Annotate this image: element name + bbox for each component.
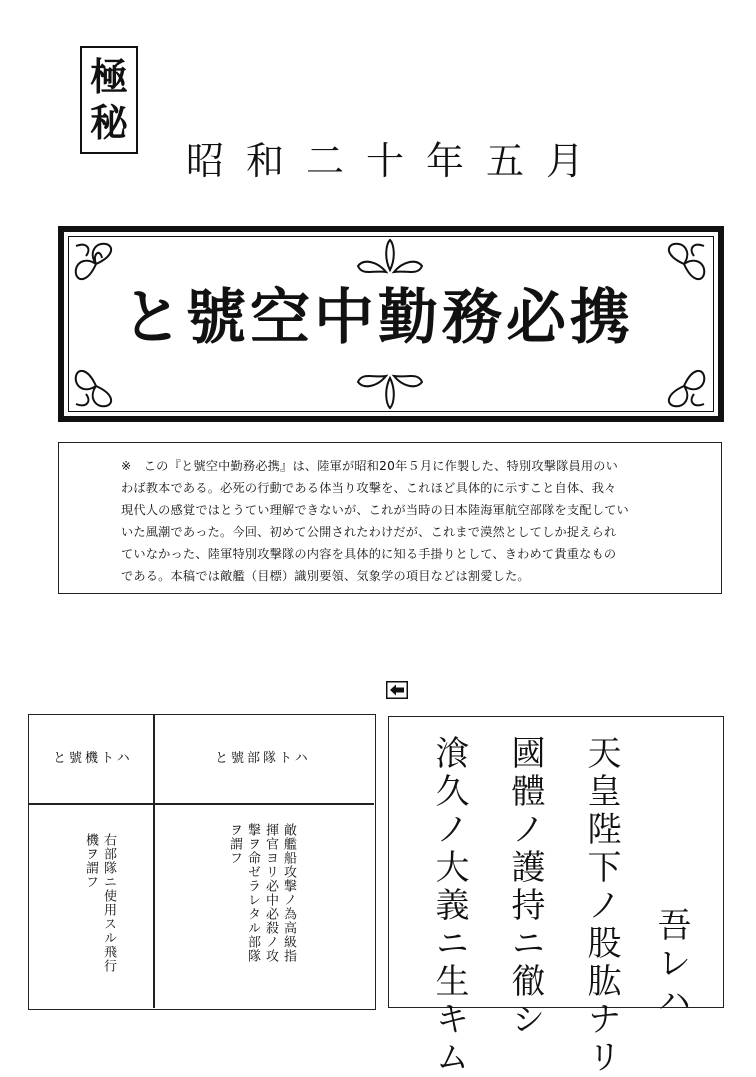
secret-stamp bbox=[80, 46, 138, 154]
stamp-char-1: 極 bbox=[89, 55, 128, 99]
col1-body-line: 機ヲ謂フ bbox=[83, 833, 98, 889]
table-divider-horizontal bbox=[29, 803, 374, 805]
left-arrow-icon bbox=[386, 681, 408, 699]
col1-header: と號機トハ bbox=[53, 751, 133, 766]
note-line: いた風潮であった。今回、初めて公開されたわけだが、これまで漠然としてしか捉えられ bbox=[121, 525, 617, 539]
ornament-bottom-center-icon bbox=[348, 366, 432, 412]
col2-body-line: ヲ謂フ bbox=[227, 823, 242, 865]
col2-header: と號部隊トハ bbox=[215, 751, 311, 766]
note-line: である。本稿では敵艦（目標）識別要領、気象学の項目などは割愛した。 bbox=[121, 569, 530, 583]
verse-line: 湌久ノ大義ニ生キム bbox=[429, 735, 469, 1077]
document-date: 昭和二十年五月 bbox=[186, 139, 607, 183]
definition-table bbox=[28, 714, 376, 1010]
table-divider-vertical bbox=[153, 715, 155, 1008]
note-line: ※ この『と號空中勤務必携』は、陸軍が昭和20年５月に作製した、特別攻撃隊員用のい bbox=[121, 459, 619, 473]
col1-body-line: 右部隊ニ使用スル飛行 bbox=[101, 833, 116, 973]
document-title: と號空中勤務必携 bbox=[122, 283, 634, 353]
oath-verse-box bbox=[388, 716, 724, 1077]
col2-body-line: 揮官ヨリ必中必殺ノ攻 bbox=[263, 823, 278, 963]
note-line: 現代人の感覚ではとうてい理解できないが、これが当時の日本陸海軍航空部隊を支配してい bbox=[121, 503, 629, 517]
col2-body-line: 敵艦船攻撃ノ為高級指 bbox=[281, 823, 296, 963]
note-line: ていなかった、陸軍特別攻撃隊の内容を具体的に知る手掛りとして、きわめて貴重なもの bbox=[121, 547, 617, 561]
stamp-char-2: 秘 bbox=[89, 101, 128, 145]
editor-note-box bbox=[58, 442, 722, 594]
col2-body-line: 撃ヲ命ゼラレタル部隊 bbox=[245, 823, 260, 963]
verse-line: 天皇陛下ノ股肱ナリ bbox=[581, 735, 621, 1077]
verse-line: 吾レハ bbox=[651, 907, 691, 1021]
ornament-bottom-right-icon bbox=[654, 356, 714, 416]
verse-line: 國體ノ護持ニ徹シ bbox=[505, 735, 545, 1039]
ornament-bottom-left-icon bbox=[66, 356, 126, 416]
editor-note-text bbox=[121, 455, 681, 587]
note-line: わば教本である。必死の行動である体当り攻撃を、これほど具体的に示すこと自体、我々 bbox=[121, 481, 617, 495]
